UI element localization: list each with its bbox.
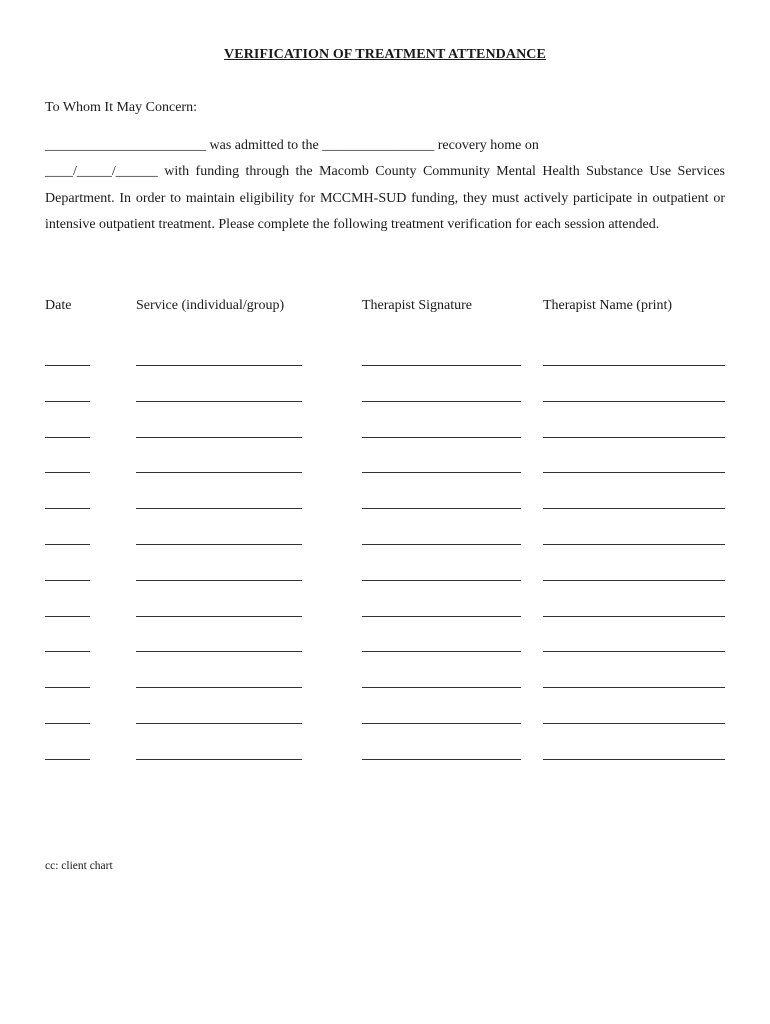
cc-note: cc: client chart [45,860,113,872]
therapist-signature-field[interactable] [362,472,521,473]
therapist-signature-field[interactable] [362,544,521,545]
therapist-name-field[interactable] [543,544,725,545]
header-therapist-signature: Therapist Signature [362,298,473,313]
therapist-signature-field[interactable] [362,759,521,760]
therapist-name-field[interactable] [543,365,725,366]
therapist-name-field[interactable] [543,616,725,617]
therapist-name-field[interactable] [543,651,725,652]
header-therapist-name: Therapist Name (print) [543,298,673,313]
date-field[interactable] [45,616,90,617]
table-row [0,472,770,474]
service-field[interactable] [136,616,302,617]
date-field[interactable] [45,544,90,545]
service-field[interactable] [136,687,302,688]
therapist-name-field[interactable] [543,687,725,688]
table-row [0,508,770,510]
therapist-signature-field[interactable] [362,651,521,652]
table-row [0,401,770,403]
therapist-signature-field[interactable] [362,580,521,581]
therapist-signature-field[interactable] [362,437,521,438]
therapist-name-field[interactable] [543,401,725,402]
therapist-name-field[interactable] [543,580,725,581]
table-row [0,544,770,546]
service-field[interactable] [136,401,302,402]
client-name-blank[interactable]: _______________________ [45,138,206,153]
date-field[interactable] [45,365,90,366]
service-field[interactable] [136,544,302,545]
service-field[interactable] [136,365,302,366]
table-row [0,365,770,367]
date-field[interactable] [45,651,90,652]
service-field[interactable] [136,437,302,438]
service-field[interactable] [136,580,302,581]
therapist-signature-field[interactable] [362,365,521,366]
admitted-text: was admitted to the [206,138,323,153]
therapist-signature-field[interactable] [362,723,521,724]
therapist-signature-field[interactable] [362,508,521,509]
header-date: Date [45,298,72,313]
therapist-name-field[interactable] [543,472,725,473]
document-title: VERIFICATION OF TREATMENT ATTENDANCE [224,47,546,62]
table-row [0,687,770,689]
funding-paragraph [45,159,725,239]
service-field[interactable] [136,472,302,473]
therapist-name-field[interactable] [543,508,725,509]
date-field[interactable] [45,508,90,509]
therapist-name-field[interactable] [543,723,725,724]
date-field[interactable] [45,580,90,581]
service-field[interactable] [136,508,302,509]
table-row [0,759,770,761]
admission-date-blank[interactable]: ____/_____/______ [45,164,158,179]
therapist-signature-field[interactable] [362,616,521,617]
therapist-name-field[interactable] [543,759,725,760]
date-field[interactable] [45,401,90,402]
service-field[interactable] [136,651,302,652]
admission-line [45,133,725,160]
therapist-name-field[interactable] [543,437,725,438]
salutation: To Whom It May Concern: [45,100,197,115]
date-field[interactable] [45,437,90,438]
therapist-signature-field[interactable] [362,401,521,402]
therapist-signature-field[interactable] [362,687,521,688]
table-row [0,651,770,653]
recovery-home-blank[interactable]: ________________ [322,138,435,153]
service-field[interactable] [136,723,302,724]
date-field[interactable] [45,687,90,688]
date-field[interactable] [45,723,90,724]
header-service: Service (individual/group) [136,298,285,313]
recovery-text: recovery home on [434,138,539,153]
date-field[interactable] [45,472,90,473]
table-row [0,580,770,582]
table-row [0,437,770,439]
table-row [0,723,770,725]
service-field[interactable] [136,759,302,760]
table-row [0,616,770,618]
date-field[interactable] [45,759,90,760]
funding-text: with funding through the Macomb County Community Mental Health Substance Use Services Department. In order to maintain eligibility for MCCMH-SUD funding, they must actively participate in outpatient or intensive outpatient treatment. Please complete the following treatment verification for each session attended. [45,164,725,232]
